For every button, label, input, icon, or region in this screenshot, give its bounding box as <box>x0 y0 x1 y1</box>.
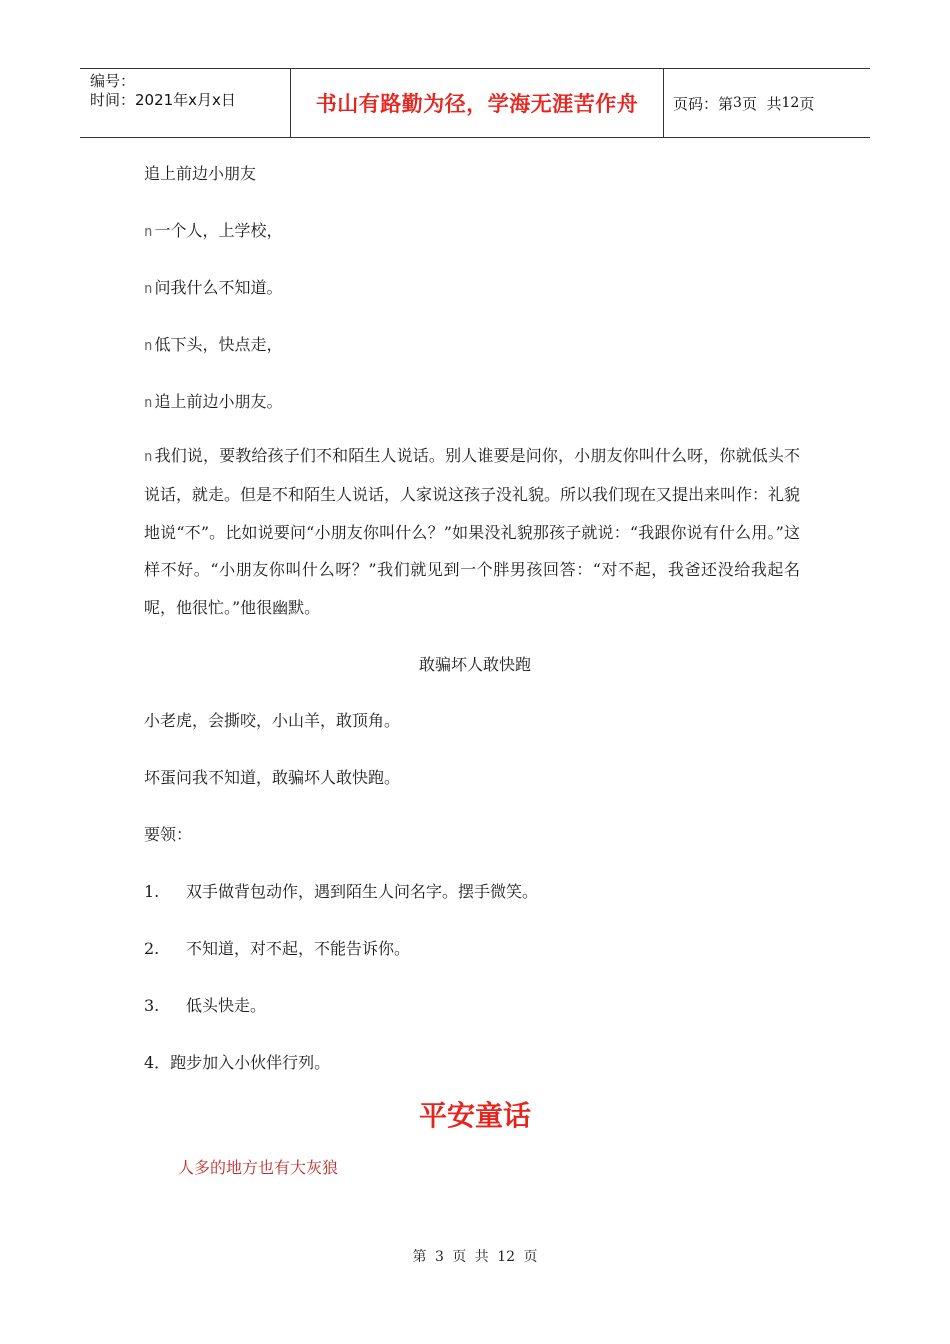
rhyme-subheading: 敢骗坏人敢快跑 <box>418 655 531 674</box>
bullet-item <box>144 389 282 412</box>
body-line-first: 追上前边小朋友 <box>144 164 257 183</box>
bullet-icon: n <box>144 281 153 297</box>
section-subtitle: 人多的地方也有大灰狼 <box>178 1158 339 1177</box>
numbered-item <box>144 993 266 1016</box>
bullet-icon: n <box>144 395 153 411</box>
page-total: 12 <box>781 95 800 111</box>
header-page-number <box>664 69 870 137</box>
bullet-text: 追上前边小朋友。 <box>154 392 283 411</box>
item-number: 1. <box>144 882 160 901</box>
header-table <box>80 68 870 138</box>
header-motto: 书山有路勤为径，学海无涯苦作舟 <box>291 69 664 137</box>
bullet-item <box>144 218 282 241</box>
numbered-item <box>144 879 538 902</box>
page-footer: 第 3 页 共 12 页 <box>412 1249 538 1265</box>
bullet-icon: n <box>144 338 153 354</box>
item-text: 双手做背包动作，遇到陌生人问名字。摆手微笑。 <box>186 882 539 901</box>
page-prefix: 页码：第 <box>673 94 734 113</box>
header-meta-cell <box>80 69 291 137</box>
bullet-item <box>144 332 282 355</box>
bullet-icon: n <box>144 224 153 240</box>
item-number: 2. <box>144 939 160 958</box>
item-text: 低头快走。 <box>186 996 267 1015</box>
bullet-text: 一个人，上学校， <box>154 221 283 240</box>
rhyme-line: 小老虎，会撕咬，小山羊，敢顶角。 <box>144 711 401 730</box>
bullet-icon: n <box>144 449 153 465</box>
item-number: 3. <box>144 996 160 1015</box>
bullet-item <box>144 275 282 298</box>
paragraph-text: 我们说，要教给孩子们不和陌生人说话。别人谁要是问你，小朋友你叫什么呀，你就低头不说话，就走。但是不和陌生人说话，人家说这孩子没礼貌。所以我们现在又提出来叫作：礼貌地说“不”。比如说要问“小朋友你叫什么？”如果没礼貌那孩子就说：“我跟你说有什么用。”这样不好。“小朋友你叫什么呀？”我们就见到一个胖男孩回答：“对不起，我爸还没给我起名呢，他很忙。”他很幽默。 <box>144 446 801 617</box>
body-paragraph <box>144 437 800 626</box>
rhyme-line: 坏蛋问我不知道，敢骗坏人敢快跑。 <box>144 768 401 787</box>
bullet-text: 问我什么不知道。 <box>154 278 283 297</box>
numbered-item-4: 4．跑步加入小伙伴行列。 <box>144 1053 331 1072</box>
document-time-label: 时间：2021年x月x日 <box>90 91 236 109</box>
key-points-label: 要领： <box>144 825 193 844</box>
bullet-text: 低下头，快点走， <box>154 335 283 354</box>
page-current: 3 <box>733 95 742 111</box>
section-title: 平安童话 <box>418 1099 531 1132</box>
page-mid: 页 共 <box>741 94 782 113</box>
document-number-label: 编号： <box>90 72 136 90</box>
numbered-item <box>144 936 410 959</box>
item-text: 不知道，对不起，不能告诉你。 <box>186 939 411 958</box>
page-suffix: 页 <box>799 94 815 113</box>
